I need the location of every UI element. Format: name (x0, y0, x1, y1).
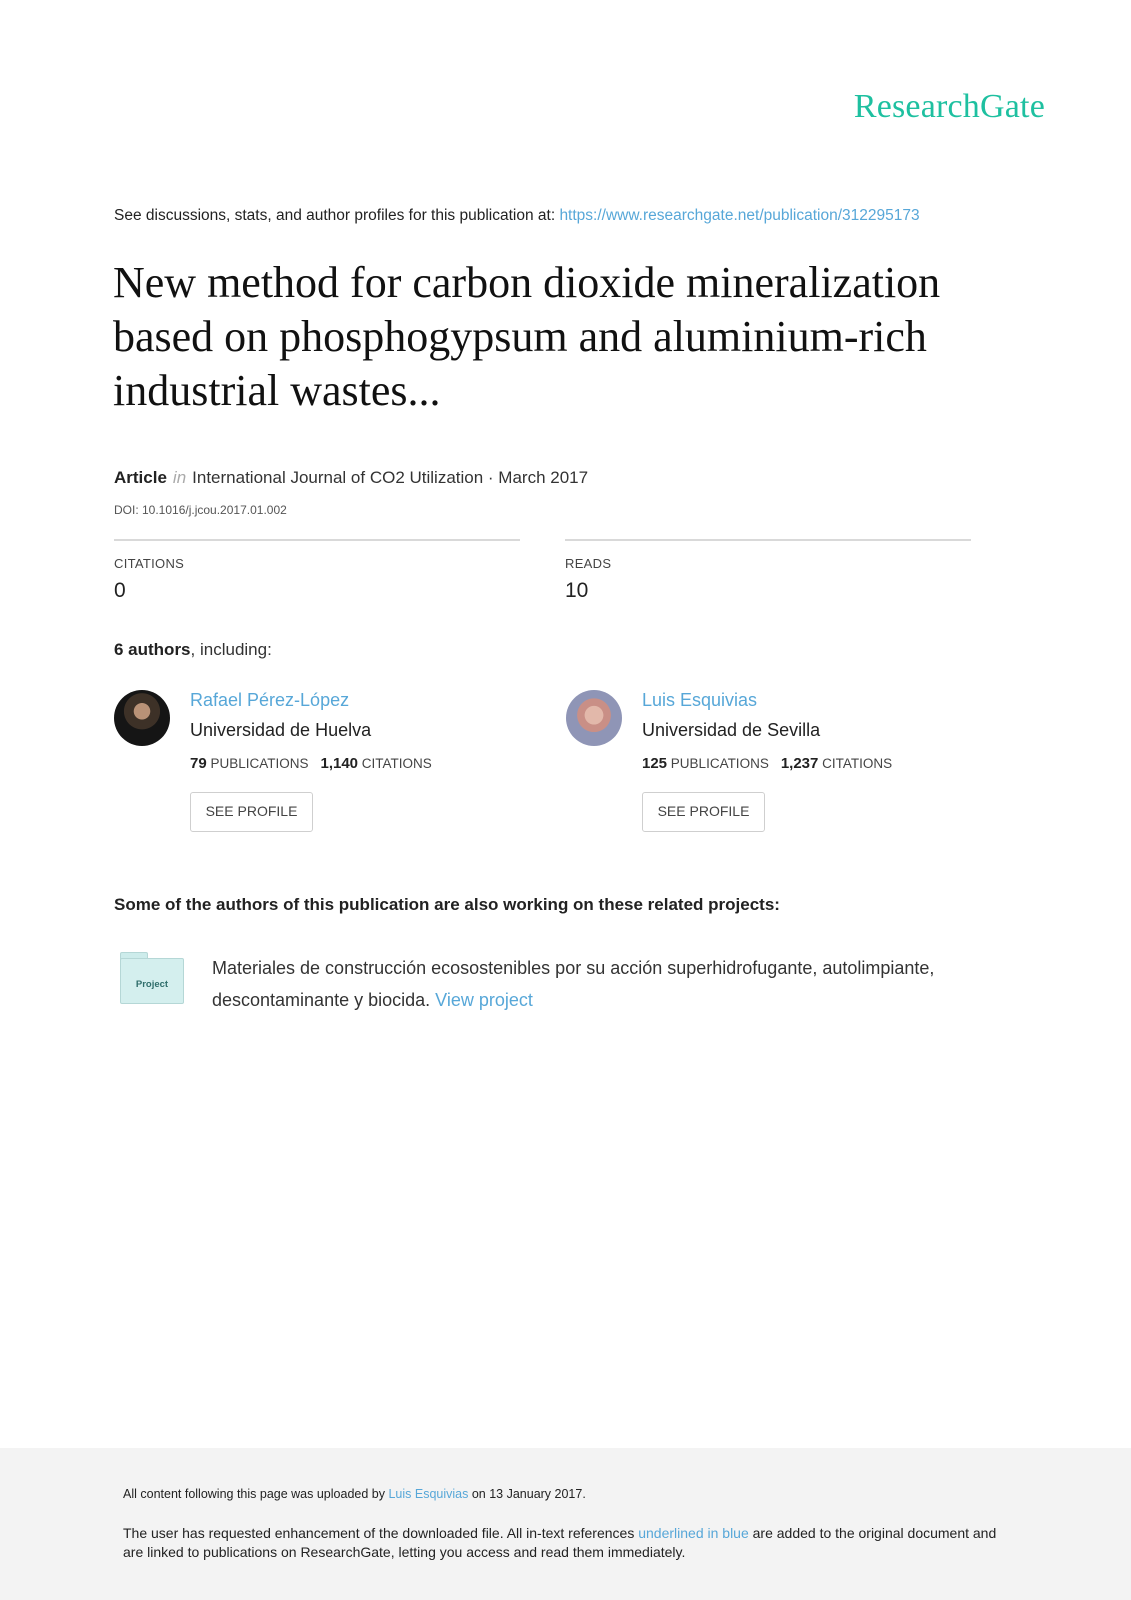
upload-prefix: All content following this page was uploaded by (123, 1487, 389, 1501)
citations-label: CITATIONS (822, 756, 893, 771)
related-projects-heading: Some of the authors of this publication are also working on these related projects: (114, 895, 780, 914)
reads-stat (565, 539, 971, 603)
author-stats (190, 755, 432, 772)
discussion-line (114, 207, 920, 225)
citations-value: 0 (114, 579, 126, 602)
upload-note (123, 1487, 586, 1501)
notice-link[interactable]: underlined in blue (638, 1525, 749, 1541)
authors-heading (114, 640, 272, 660)
upload-suffix: on 13 January 2017. (468, 1487, 586, 1501)
author-stats (642, 755, 892, 772)
journal-info: International Journal of CO2 Utilization · March 2017 (192, 468, 589, 487)
in-label: in (172, 468, 187, 487)
notice-prefix: The user has requested enhancement of the downloaded file. All in-text references (123, 1525, 639, 1541)
publications-label: PUBLICATIONS (670, 756, 769, 771)
author-name-link[interactable]: Rafael Pérez-López (190, 690, 350, 710)
authors-heading-suffix: , including: (190, 640, 272, 659)
see-profile-button[interactable]: SEE PROFILE (190, 792, 313, 832)
doi: DOI: 10.1016/j.jcou.2017.01.002 (114, 503, 287, 517)
project-icon-label: Project (135, 979, 169, 990)
author-card (114, 690, 534, 840)
publications-count: 125 (642, 755, 668, 772)
publications-label: PUBLICATIONS (210, 756, 309, 771)
footer (0, 1448, 1131, 1600)
citations-count: 1,237 (780, 755, 819, 772)
avatar[interactable] (114, 690, 170, 746)
project-description (212, 952, 972, 1016)
see-profile-button[interactable]: SEE PROFILE (642, 792, 765, 832)
enhancement-notice (123, 1524, 1003, 1562)
citations-label: CITATIONS (114, 556, 185, 571)
citations-label: CITATIONS (361, 756, 432, 771)
notice-suffix: are added to the original document and are linked to publications on ResearchGate, letting you access and read them immediately. (123, 1525, 997, 1560)
discussion-text: See discussions, stats, and author profiles for this publication at: (114, 207, 560, 224)
view-project-link[interactable]: View project (435, 990, 533, 1010)
researchgate-logo[interactable]: ResearchGate (853, 88, 1045, 125)
citations-count: 1,140 (320, 755, 359, 772)
publication-meta (114, 468, 588, 488)
reads-label: READS (565, 556, 612, 571)
uploader-link[interactable]: Luis Esquivias (388, 1487, 469, 1501)
reads-value: 10 (565, 579, 589, 602)
citations-stat (114, 539, 520, 603)
publication-url-link[interactable]: https://www.researchgate.net/publication/312295173 (559, 207, 920, 224)
author-institution: Universidad de Huelva (190, 720, 372, 740)
author-card (566, 690, 986, 840)
project-folder-icon (120, 952, 184, 1004)
avatar[interactable] (566, 690, 622, 746)
publications-count: 79 (190, 755, 207, 772)
publication-title: New method for carbon dioxide mineralization based on phosphogypsum and aluminium-rich industrial wastes... (113, 258, 941, 415)
author-name-link[interactable]: Luis Esquivias (642, 690, 758, 710)
project-text: Materiales de construcción ecosostenibles por su acción superhidrofugante, autolimpiante, descontaminante y biocida. (212, 958, 935, 1010)
authors-count: 6 authors (114, 640, 191, 659)
publication-type: Article (114, 468, 167, 487)
author-institution: Universidad de Sevilla (642, 720, 821, 740)
